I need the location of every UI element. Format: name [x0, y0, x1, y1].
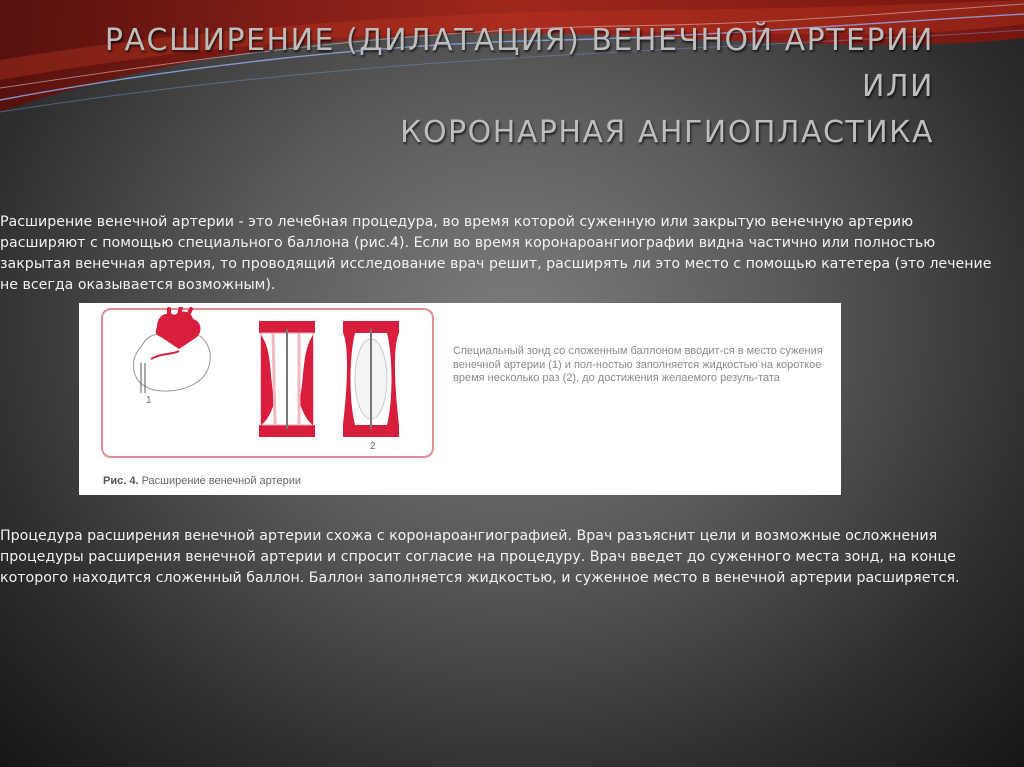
figure-label-1: 1 [146, 395, 152, 406]
figure-4 [79, 303, 841, 495]
figure-caption-text: Расширение венечной артерии [141, 475, 301, 487]
intro-paragraph: Расширение венечной артерии - это лечебная процедура, во время которой суженную или закрытую венечную артерию расширяют с помощью специального баллона (рис.4). Если во время коронароангиографии видна частично или полностью закрытая венечная артерия, то проводящий исследование врач решит, расширять ли это место с помощью катетера (это лечение не всегда оказывается возможным). [0, 214, 992, 293]
artery-narrowed-illustration [259, 321, 315, 437]
title-line-2: ИЛИ [862, 69, 934, 104]
figure-caption-number: Рис. 4. [103, 475, 139, 487]
slide-title [34, 18, 934, 156]
artery-dilated-illustration [343, 321, 399, 437]
figure-caption [103, 475, 301, 487]
figure-label-2: 2 [370, 441, 376, 452]
figure-description: Специальный зонд со сложенным баллоном вводит-ся в место сужения венечной артерии (1) и пол-ностью заполняется жидкостью на короткое время несколько раз (2), до достижения желаемого резуль-тата [453, 345, 823, 384]
title-line-1: РАСШИРЕНИЕ (ДИЛАТАЦИЯ) ВЕНЕЧНОЙ АРТЕРИИ [104, 23, 934, 58]
title-line-3: КОРОНАРНАЯ АНГИОПЛАСТИКА [400, 115, 934, 150]
heart-illustration [121, 307, 231, 407]
procedure-paragraph: Процедура расширения венечной артерии схожа с коронароангиографией. Врач разъяснит цели и возможные осложнения процедуры расширения венечной артерии и спросит согласие на процедуру. Врач введет до суженного места зонд, на конце которого находится сложенный баллон. Баллон заполняется жидкостью, и суженное место в венечной артерии расширяется. [0, 528, 960, 586]
